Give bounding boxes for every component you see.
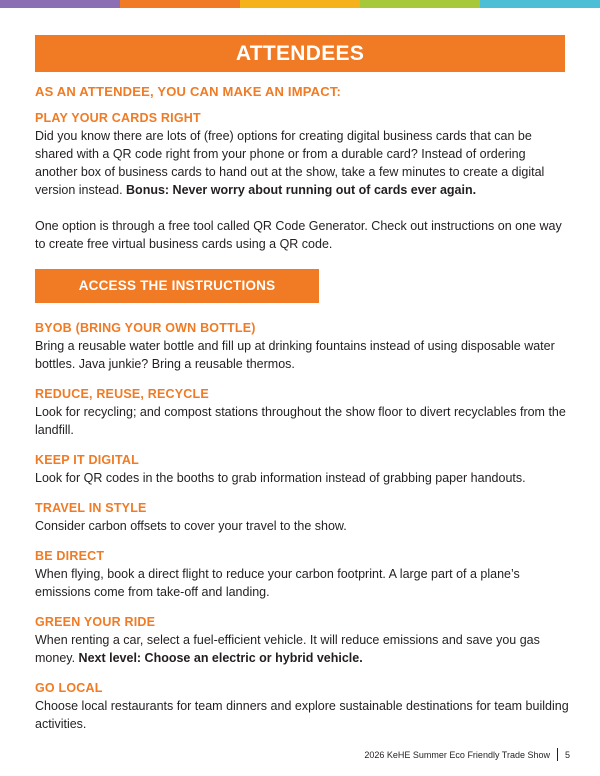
stripe-yellow: [240, 0, 360, 8]
stripe-orange: [120, 0, 240, 8]
section-heading: KEEP IT DIGITAL: [35, 453, 139, 467]
section-body-text: Choose local restaurants for team dinners and explore sustainable destinations for team building activities.: [35, 699, 569, 731]
section-body: [35, 127, 570, 199]
section-body: [35, 517, 570, 535]
section-heading: BYOB (BRING YOUR OWN BOTTLE): [35, 321, 256, 335]
stripe-purple: [0, 0, 120, 8]
section-heading: REDUCE, REUSE, RECYCLE: [35, 387, 209, 401]
section-body: [35, 337, 570, 373]
section-body-text: Bring a reusable water bottle and fill up at drinking fountains instead of using disposable water bottles. Java junkie? Bring a reusable thermos.: [35, 339, 555, 371]
section-body: [35, 631, 570, 667]
stripe-green: [360, 0, 480, 8]
section-body-text: Look for QR codes in the booths to grab information instead of grabbing paper handouts.: [35, 471, 526, 485]
section-body-text: When flying, book a direct flight to reduce your carbon footprint. A large part of a plane’s emissions come from take-off and landing.: [35, 567, 520, 599]
bonus-text: Bonus: Never worry about running out of cards ever again.: [126, 183, 477, 197]
tip-section: [35, 679, 570, 733]
intro-body-2: One option is through a free tool called QR Code Generator. Check out instructions on one way to create free virtual business cards using a QR code.: [35, 219, 562, 251]
section-body: [35, 469, 570, 487]
footer-divider: [557, 748, 558, 761]
footer-title: 2026 KeHE Summer Eco Friendly Trade Show: [364, 749, 550, 760]
section-heading: GO LOCAL: [35, 681, 103, 695]
section-heading: BE DIRECT: [35, 549, 105, 563]
stripe-blue: [480, 0, 600, 8]
spacer: [35, 199, 570, 217]
tip-section: [35, 385, 570, 439]
section-body: [35, 697, 570, 733]
page-footer: [364, 748, 570, 761]
tip-section: [35, 499, 570, 535]
access-instructions-button[interactable]: ACCESS THE INSTRUCTIONS: [35, 269, 319, 303]
main-content: [35, 109, 570, 733]
lead-heading: AS AN ATTENDEE, YOU CAN MAKE AN IMPACT:: [35, 84, 342, 99]
intro-body-text: Did you know there are lots of (free) options for creating digital business cards that can be shared with a QR code right from your phone or from a durable card? Instead of ordering another box of business cards to hand out at the show, take a few minutes to create a digital version instead.: [35, 129, 545, 197]
page-title: ATTENDEES: [35, 35, 565, 72]
intro-section: [35, 109, 570, 253]
section-body-text: Look for recycling; and compost stations throughout the show floor to divert recyclables from the landfill.: [35, 405, 566, 437]
page-number: 5: [564, 749, 570, 760]
section-body: [35, 403, 570, 439]
section-heading: PLAY YOUR CARDS RIGHT: [35, 111, 201, 125]
color-stripe: [0, 0, 600, 8]
tip-section: [35, 547, 570, 601]
section-body: [35, 565, 570, 601]
section-heading: TRAVEL IN STYLE: [35, 501, 147, 515]
tip-section: [35, 613, 570, 667]
tip-section: [35, 319, 570, 373]
section-heading: GREEN YOUR RIDE: [35, 615, 156, 629]
section-body-text: Consider carbon offsets to cover your travel to the show.: [35, 519, 347, 533]
tip-section: [35, 451, 570, 487]
section-bold-text: Next level: Choose an electric or hybrid vehicle.: [78, 651, 363, 665]
section-body-text: When renting a car, select a fuel-efficient vehicle. It will reduce emissions and save you gas money.: [35, 633, 540, 665]
tips-list: [35, 319, 570, 733]
